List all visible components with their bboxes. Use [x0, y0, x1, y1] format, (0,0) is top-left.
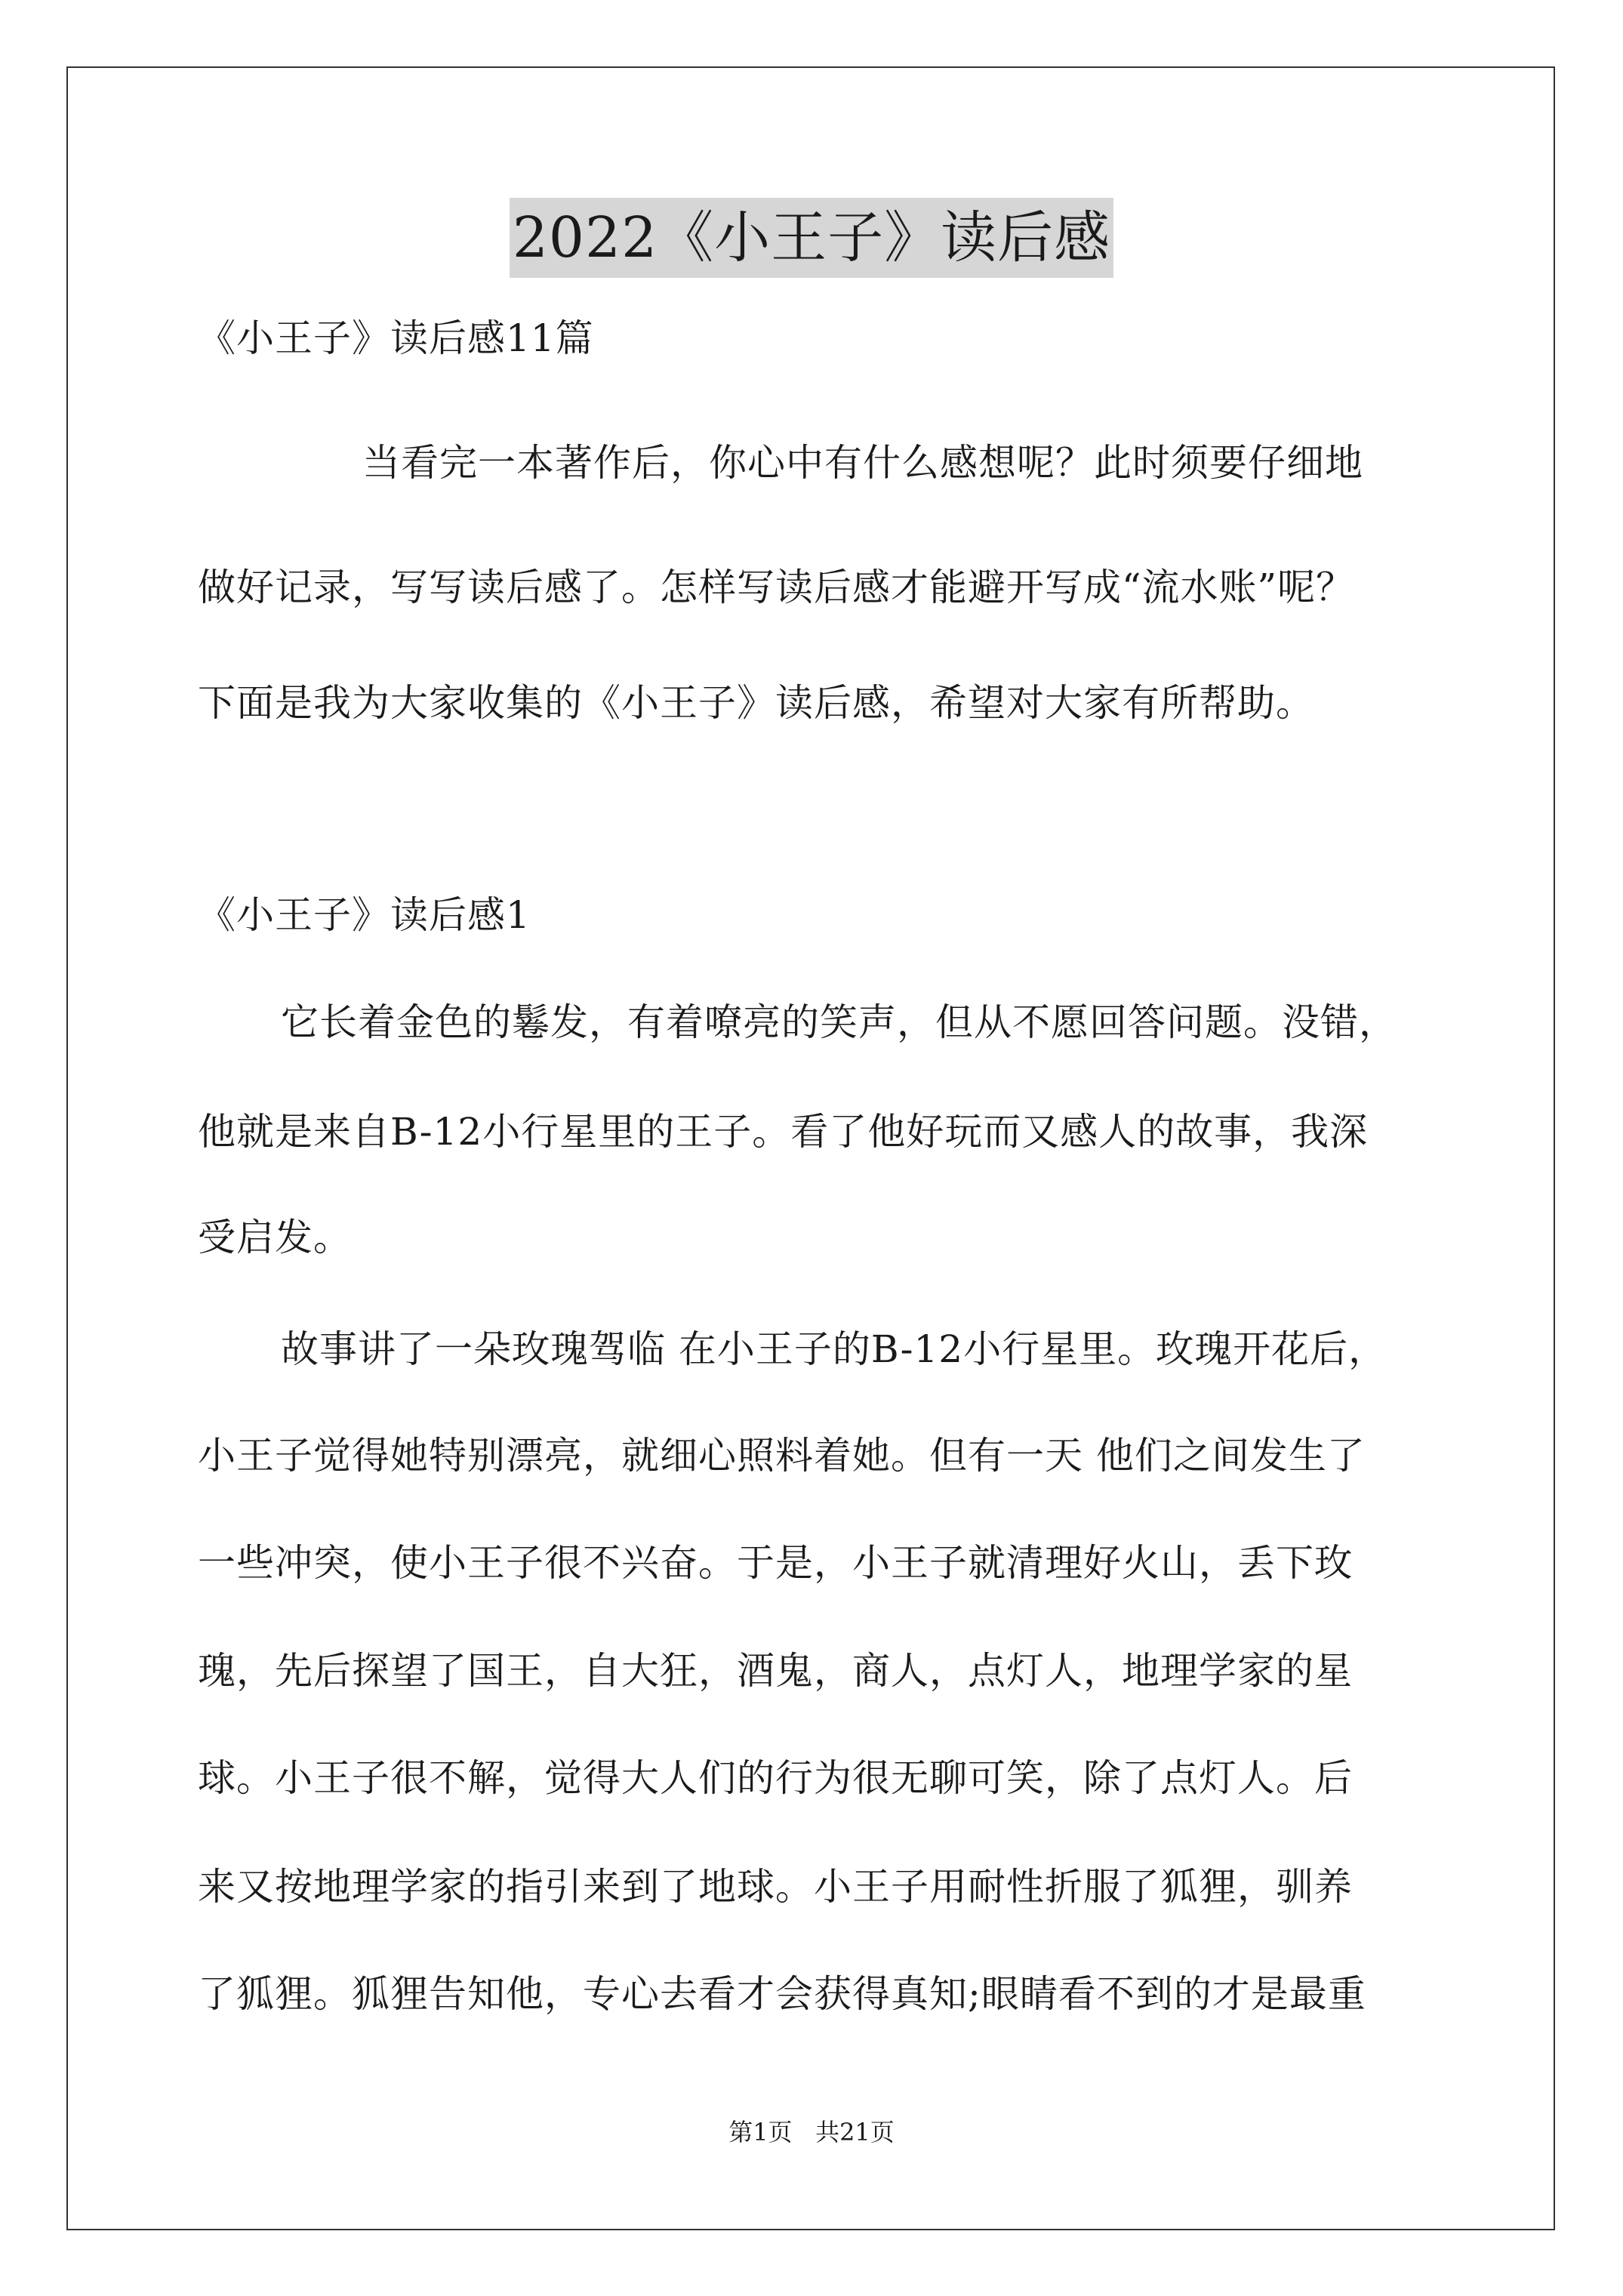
paragraph-line: 球。小王子很不解，觉得大人们的行为很无聊可笑，除了点灯人。后	[198, 1756, 1353, 1800]
title-container	[0, 198, 1623, 278]
paragraph-line: 它长着金色的鬈发，有着嘹亮的笑声，但从不愿回答问题。没错，	[281, 1000, 1397, 1044]
paragraph-line: 了狐狸。狐狸告知他，专心去看才会获得真知;眼睛看不到的才是最重	[198, 1972, 1366, 2016]
paragraph-line: 受启发。	[198, 1216, 352, 1259]
paragraph-line: 小王子觉得她特别漂亮，就细心照料着她。但有一天 他们之间发生了	[198, 1434, 1366, 1478]
paragraph-line: 来又按地理学家的指引来到了地球。小王子用耐性折服了狐狸，驯养	[198, 1865, 1353, 1909]
page-footer: 第1页 共21页	[728, 2118, 895, 2147]
paragraph-line: 他就是来自B-12小行星里的王子。看了他好玩而又感人的故事，我深	[198, 1110, 1369, 1154]
paragraph-line: 瑰，先后探望了国王，自大狂，酒鬼，商人，点灯人，地理学家的星	[198, 1649, 1353, 1693]
subtitle: 《小王子》读后感11篇	[198, 316, 594, 360]
paragraph-line: 一些冲突，使小王子很不兴奋。于是，小王子就清理好火山，丢下玫	[198, 1541, 1353, 1585]
intro-line: 做好记录，写写读后感了。怎样写读后感才能避开写成“流水账”呢？	[198, 566, 1355, 609]
intro-line: 下面是我为大家收集的《小王子》读后感，希望对大家有所帮助。	[198, 681, 1314, 725]
intro-line: 当看完一本著作后，你心中有什么感想呢？此时须要仔细地	[362, 441, 1363, 485]
section-heading: 《小王子》读后感1	[198, 893, 531, 937]
document-title: 2022《小王子》读后感	[510, 198, 1113, 278]
paragraph-line: 故事讲了一朵玫瑰驾临 在小王子的B-12小行星里。玫瑰开花后，	[281, 1327, 1387, 1371]
